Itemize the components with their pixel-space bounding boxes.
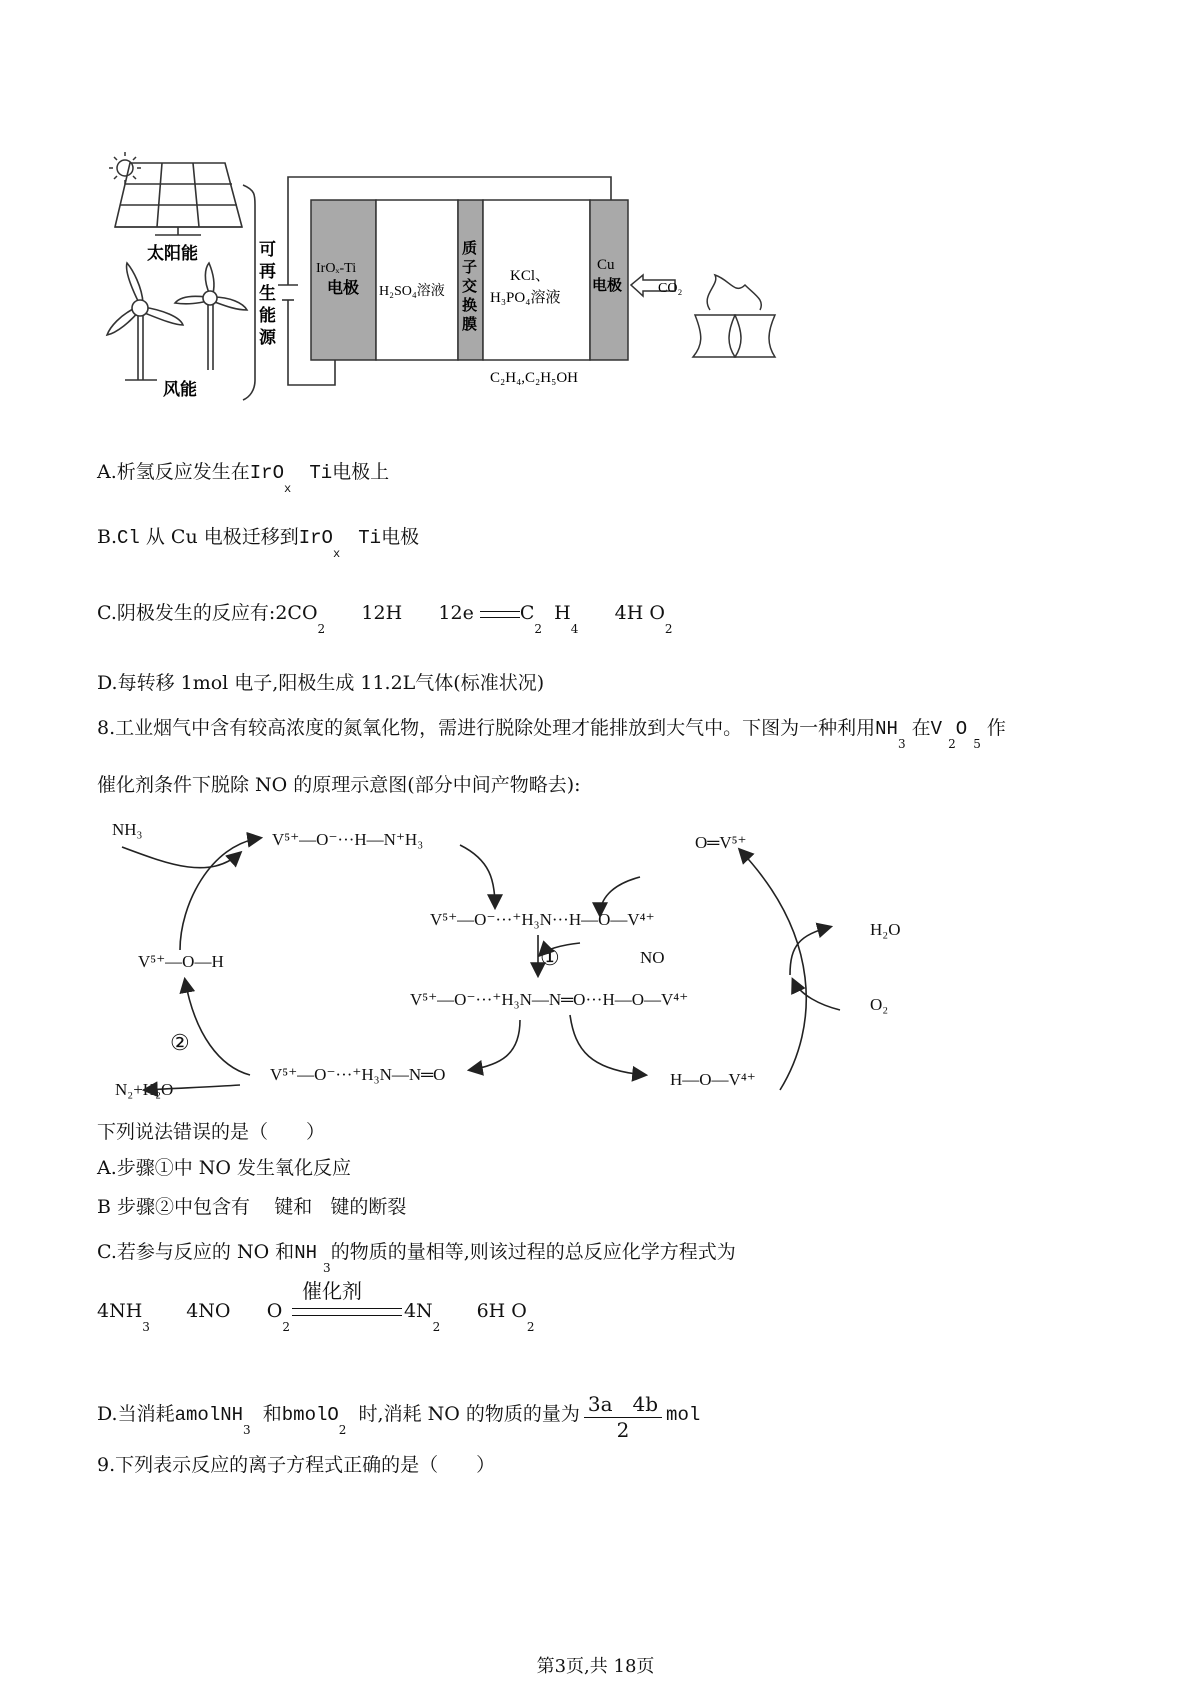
- wind-turbine-icon: [107, 263, 183, 380]
- fraction: $\frac{3a 4b}{2}$: [584, 1388, 662, 1442]
- v-oh-species: V⁵⁺—O—H: [138, 952, 224, 971]
- q9-stem: 9.下列表示反应的离子方程式正确的是（ ）: [97, 1454, 496, 1476]
- page-footer: 第3页,共 18页: [536, 1656, 655, 1677]
- svg-text:源: 源: [259, 328, 276, 347]
- h2o-label: H₂O: [870, 920, 901, 939]
- catalytic-cycle-diagram: [100, 805, 920, 1115]
- q8-question: 下列说法错误的是（ ）: [97, 1121, 326, 1143]
- svg-text:质: 质: [462, 241, 478, 257]
- electrolysis-diagram: [95, 135, 855, 425]
- right-electrolyte-label-2: H₃PO₄溶液: [490, 290, 561, 306]
- mid-species-1: V⁵⁺—O⁻···⁺H₃N···H—O—V⁴⁺: [430, 910, 655, 929]
- catalyst-equals: [292, 1279, 402, 1316]
- nh3-label: NH₃: [112, 820, 143, 839]
- q8-option-a: A.步骤①中 NO 发生氧化反应: [97, 1157, 352, 1179]
- catalyst-label: 催化剂: [301, 1279, 362, 1303]
- svg-text:膜: 膜: [462, 317, 478, 333]
- solar-panel-icon: [115, 163, 242, 235]
- svg-text:换: 换: [462, 298, 478, 314]
- brace: [243, 185, 255, 400]
- product-label: C₂H₄,C₂H₅OH: [490, 370, 579, 386]
- solar-label: 太阳能: [147, 244, 198, 263]
- bottom-species: V⁵⁺—O⁻···⁺H₃N—N═O: [270, 1065, 446, 1084]
- step-2-label: ②: [170, 1030, 190, 1055]
- svg-text:再: 再: [259, 262, 276, 281]
- o-v-species: O═V⁵⁺: [695, 833, 747, 852]
- top-left-species: V⁵⁺—O⁻···H—N⁺H₃: [272, 830, 424, 849]
- renewable-label: [259, 239, 277, 347]
- svg-text:生: 生: [259, 284, 276, 303]
- anode-label: IrOₓ-Ti: [316, 261, 357, 276]
- sun-icon: [109, 152, 141, 184]
- no-label: NO: [640, 948, 665, 967]
- q7-option-a: A.析氢反应发生在IrO$_x$ Ti电极上: [97, 461, 390, 496]
- q8-option-d: D.当消耗amolNH$_3$ 和bmolO$_2$ 时,消耗 NO 的物质的量为 $\frac{3a 4b}{2}$ mol: [97, 1388, 700, 1442]
- left-chamber: [376, 200, 458, 360]
- svg-text:交: 交: [462, 279, 478, 295]
- q8-option-c: C.若参与反应的 NO 和NH $_3$的物质的量相等,则该过程的总反应化学方程式为: [97, 1241, 736, 1275]
- h-o-v-species: H—O—V⁴⁺: [670, 1070, 756, 1089]
- right-electrolyte-label: KCl、: [510, 268, 551, 284]
- co2-label: CO₂: [658, 281, 683, 296]
- q8-equation: $4NH_3$ 4NO $O_2$ 催化剂 $4N_2$ 6H $O_2$: [97, 1300, 535, 1322]
- wind-turbine-icon: [175, 263, 247, 370]
- o2-label: O₂: [870, 995, 889, 1014]
- left-electrolyte-label: H₂SO₄溶液: [379, 284, 445, 299]
- q8-option-b: B 步骤②中包含有 键和 键的断裂: [97, 1196, 407, 1218]
- q8-stem: 8.工业烟气中含有较高浓度的氮氧化物，需进行脱除处理才能排放到大气中。下图为一种利用$NH_3$ 在V $_2$O $_5$ 作: [97, 717, 1006, 751]
- q7-option-c: C.阴极发生的反应有$:2CO_2$ 12H 12e $C_2$ $H_4$ 4H $O_2$: [97, 602, 673, 636]
- equals-sign: [480, 611, 520, 618]
- q7-option-d: D.每转移 1mol 电子,阳极生成 11.2L气体(标准状况): [97, 672, 545, 694]
- svg-text:子: 子: [462, 260, 478, 276]
- q8-stem-2: 催化剂条件下脱除 NO 的原理示意图(部分中间产物略去):: [97, 774, 581, 796]
- mid-species-2: V⁵⁺—O⁻···⁺H₃N—N═O···H—O—V⁴⁺: [410, 990, 689, 1009]
- svg-text:能: 能: [259, 306, 276, 325]
- svg-text:可: 可: [259, 240, 276, 259]
- anode-label-2: 电极: [327, 280, 360, 297]
- step-1-label: ①: [540, 945, 560, 970]
- wind-label: 风能: [163, 380, 197, 399]
- n2-h2o-label: N₂+H₂O: [115, 1080, 174, 1099]
- membrane-label: [462, 239, 477, 333]
- reaction-arrows: [122, 838, 840, 1090]
- factory-icon: [693, 275, 775, 357]
- q7-option-b: B.Cl 从 Cu 电极迁移到IrO$_x$ Ti电极: [97, 526, 420, 561]
- cathode-label-2: 电极: [592, 278, 623, 294]
- cathode-label: Cu: [597, 257, 615, 273]
